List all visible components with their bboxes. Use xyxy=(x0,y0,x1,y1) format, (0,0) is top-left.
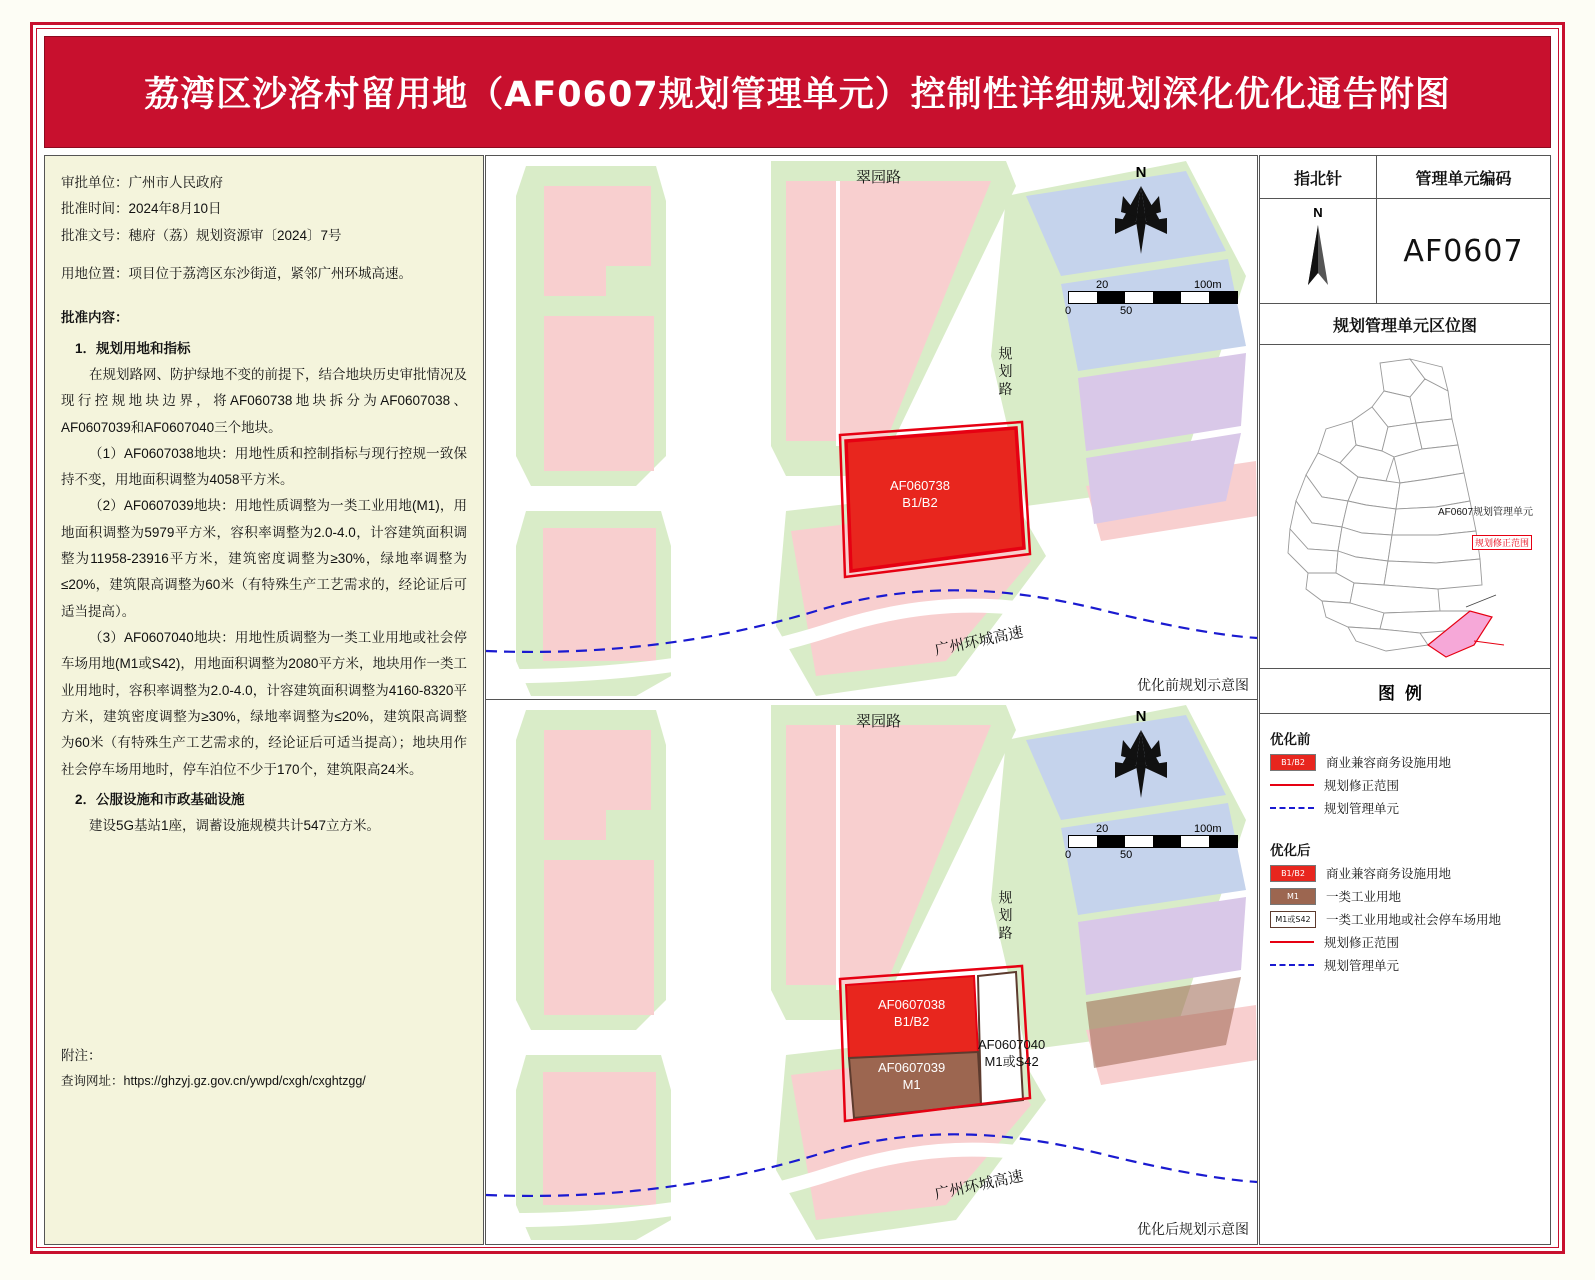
note-url-value[interactable]: https://ghzyj.gz.gov.cn/ywpd/cxgh/cxghtzgg/ xyxy=(123,1074,366,1088)
road-label-expressway-before: 广州环城高速 xyxy=(933,623,1025,660)
legend-label-b1b2-after: 商业兼容商务设施用地 xyxy=(1326,867,1452,881)
scale-top-tick-0-after: 20 xyxy=(1096,823,1109,835)
legend-swatch-m1s42-after: M1或S42 xyxy=(1270,911,1316,928)
scale-top-tick-1-after: 100m xyxy=(1194,823,1222,835)
legend-label-unit-before: 规划管理单元 xyxy=(1324,802,1400,816)
legend-swatch-scope-after xyxy=(1270,941,1314,943)
item1-paragraph-3: （3）AF0607040地块：用地性质调整为一类工业用地或社会停车场用地(M1或S42)，用地面积调整为2080平方米，地块用作一类工业用地时，容积率调整为2.0-4.0，计容建筑面积调整为4160-8320平方米，建筑密度调整为≥30%，绿地率调整为≤20%，建筑限高调整为60米（有特殊生产工艺需求的，经论证后可适当提高）；地块用作社会停车场用地时，停车泊位不少于170个，建筑限高24米。 xyxy=(61,630,467,777)
approve-time-label: 批准时间： xyxy=(61,201,129,217)
parcel-code-af0607039: AF0607039 xyxy=(878,1060,946,1075)
compass-header: 指北针 xyxy=(1259,155,1377,199)
legend-item-after-b1b2 xyxy=(1270,864,1550,882)
right-column xyxy=(1259,155,1551,1245)
legend-swatch-b1b2-after: B1/B2 xyxy=(1270,865,1316,882)
note-title: 附注： xyxy=(61,1048,102,1063)
item1-paragraph-2: （2）AF0607039地块：用地性质调整为一类工业用地(M1)，用地面积调整为5979平方米，容积率调整为2.0-4.0，计容建筑面积调整为11958-23916平方米，建筑密度调整为≥30%，绿地率调整为≤20%，建筑限高调整为60米（有特殊生产工艺需求的，经论证后可适当提高）。 xyxy=(61,498,467,619)
legend-item-after-unit xyxy=(1270,956,1550,974)
legend-label-scope-before: 规划修正范围 xyxy=(1324,779,1400,793)
scale-bar-after xyxy=(1065,820,1238,864)
legend-swatch-b1b2-before: B1/B2 xyxy=(1270,754,1316,771)
scale-top-tick-0: 20 xyxy=(1096,279,1109,291)
legend-item-before-scope xyxy=(1270,776,1550,794)
road-label-cuiyuan-before: 翠园路 xyxy=(856,169,902,186)
location-label: 用地位置： xyxy=(61,265,129,281)
item1-paragraph-1: （1）AF0607038地块：用地性质和控制指标与现行控规一致保持不变，用地面积调整为4058平方米。 xyxy=(61,445,467,488)
legend-group-before-title: 优化前 xyxy=(1270,732,1311,747)
legend-item-before-b1b2 xyxy=(1270,753,1550,771)
unit-code-header: 管理单元编码 xyxy=(1376,155,1551,199)
compass-needle-icon xyxy=(1297,223,1339,297)
parcel-label-af0607039 xyxy=(878,1060,945,1094)
road-label-cuiyuan-after: 翠园路 xyxy=(856,713,902,730)
approver-label: 审批单位： xyxy=(61,175,129,190)
legend-title-text: 图例 xyxy=(1378,683,1432,703)
item2-title: 2．公服设施和市政基础设施 xyxy=(75,791,245,807)
parcel-code-af060738: AF060738 xyxy=(890,478,950,493)
compass-cell xyxy=(1259,198,1377,304)
legend-label-unit-after: 规划管理单元 xyxy=(1324,959,1400,973)
item1-paragraph-0: 在规划路网、防护绿地不变的前提下，结合地块历史审批情况及现行控规地块边界，将AF060738地块拆分为AF0607038、AF0607039和AF0607040三个地块。 xyxy=(61,366,467,435)
legend-label-scope-after: 规划修正范围 xyxy=(1324,936,1400,950)
parcel-use-af0607038: B1/B2 xyxy=(893,1013,930,1029)
doc-no-line xyxy=(61,223,467,249)
parcel-code-af0607040: AF0607040 xyxy=(978,1037,1046,1052)
approval-text-panel xyxy=(44,155,484,1245)
page-title: 荔湾区沙洛村留用地（AF0607规划管理单元）控制性详细规划深化优化通告附图 xyxy=(144,75,1451,115)
parcel-use-af0607039: M1 xyxy=(902,1076,921,1092)
legend-item-after-m1 xyxy=(1270,887,1550,905)
legend-swatch-unit-after xyxy=(1270,964,1314,966)
parcel-use-af060738: B1/B2 xyxy=(902,494,938,510)
compass-rose-after xyxy=(1111,710,1171,800)
location-value: 项目位于荔湾区东沙街道，紧邻广州环城高速。 xyxy=(128,265,412,281)
note-url-line xyxy=(61,1069,469,1094)
legend-item-after-m1s42 xyxy=(1270,910,1550,928)
scale-bottom-tick-0: 0 xyxy=(1065,305,1072,317)
legend-item-before-unit xyxy=(1270,799,1550,817)
scale-bottom-tick-0-after: 0 xyxy=(1065,849,1072,861)
page-title-bar xyxy=(44,36,1551,148)
compass-north-label-before: N xyxy=(1135,164,1147,181)
parcel-label-af0607038 xyxy=(878,997,945,1031)
legend-body xyxy=(1259,713,1551,1245)
compass-north-label-right: N xyxy=(1313,205,1323,220)
content-heading: 批准内容： xyxy=(61,310,129,326)
locator-title: 规划管理单元区位图 xyxy=(1259,303,1551,345)
road-label-planned-after: 规 划 路 xyxy=(997,890,1014,940)
approve-time-value: 2024年8月10日 xyxy=(128,201,222,217)
location-line xyxy=(61,261,467,287)
scale-bottom-tick-1: 50 xyxy=(1120,305,1133,317)
legend-label-m1-after: 一类工业用地 xyxy=(1326,890,1402,904)
scale-bottom-tick-1-after: 50 xyxy=(1120,849,1133,861)
scale-top-tick-1: 100m xyxy=(1194,279,1222,291)
parcel-label-af0607040 xyxy=(978,1037,1045,1071)
doc-no-value: 穗府（荔）规划资源审〔2024〕7号 xyxy=(128,227,342,243)
scale-bar-segments-before xyxy=(1068,291,1238,304)
locator-map[interactable] xyxy=(1259,344,1551,669)
scale-bar-segments-after xyxy=(1068,835,1238,848)
legend-label-m1s42-after: 一类工业用地或社会停车场用地 xyxy=(1326,913,1502,927)
approver-value: 广州市人民政府 xyxy=(128,175,223,190)
compass-north-label-after: N xyxy=(1135,708,1147,725)
unit-code-cell xyxy=(1376,198,1551,304)
parcel-label-af060738 xyxy=(890,478,950,512)
item1-title: 1．规划用地和指标 xyxy=(75,340,191,356)
compass-rose-before xyxy=(1111,166,1171,256)
legend-swatch-scope-before xyxy=(1270,784,1314,786)
parcel-use-af0607040: M1或S42 xyxy=(984,1053,1039,1069)
legend-header xyxy=(1259,668,1551,714)
map-column xyxy=(485,155,1258,1245)
note-url-label: 查询网址： xyxy=(61,1074,124,1088)
scale-bar-before xyxy=(1065,276,1238,320)
locator-scope-tag: 规划修正范围 xyxy=(1472,535,1532,550)
map-after[interactable] xyxy=(486,700,1257,1243)
map-before[interactable] xyxy=(486,156,1257,700)
road-label-planned-before: 规 划 路 xyxy=(997,346,1014,396)
legend-group-after-title: 优化后 xyxy=(1270,843,1311,858)
legend-item-after-scope xyxy=(1270,933,1550,951)
item2-paragraph-0: 建设5G基站1座，调蓄设施规模共计547立方米。 xyxy=(89,818,381,834)
doc-no-label: 批准文号： xyxy=(61,227,129,243)
parcel-code-af0607038: AF0607038 xyxy=(878,997,946,1012)
locator-unit-note: AF0607规划管理单元 xyxy=(1438,507,1534,518)
map-caption-after: 优化后规划示意图 xyxy=(1137,1221,1249,1237)
road-label-expressway-after: 广州环城高速 xyxy=(933,1167,1025,1204)
map-caption-before: 优化前规划示意图 xyxy=(1137,677,1249,693)
legend-swatch-m1-after: M1 xyxy=(1270,888,1316,905)
legend-swatch-unit-before xyxy=(1270,807,1314,809)
unit-code-value: AF0607 xyxy=(1403,233,1524,269)
approver-line xyxy=(61,170,467,196)
legend-label-b1b2-before: 商业兼容商务设施用地 xyxy=(1326,756,1452,770)
note-block xyxy=(61,1042,469,1094)
approve-time-line xyxy=(61,196,467,222)
